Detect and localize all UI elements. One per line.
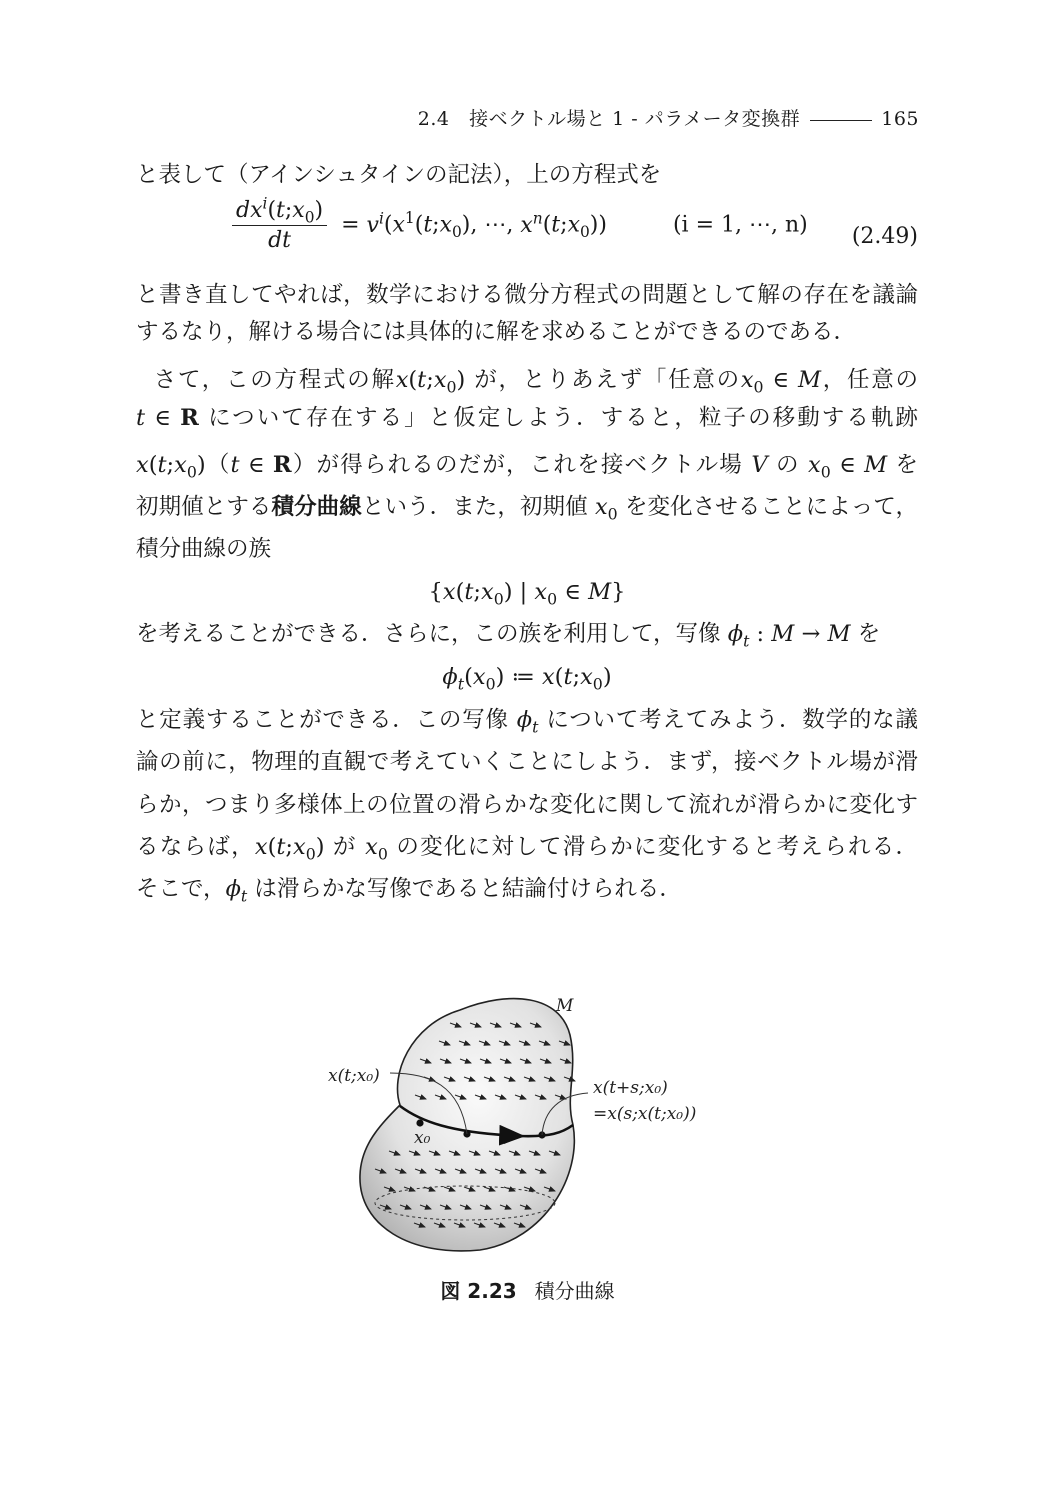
text-line-14: そこで，$\phi_t$ は滑らかな写像であると結論付けられる． (136, 876, 682, 906)
header-rule (810, 120, 872, 121)
set-expression: {$x(t;x_0)$ | $x_0$ ∈ M} (428, 579, 626, 609)
figure-integral-curve (320, 985, 740, 1269)
figure-svg (320, 985, 740, 1265)
text-line-2: と書き直してやれば，数学における微分方程式の問題として解の存在を議論 (136, 282, 918, 308)
key-term: 積分曲線 (271, 494, 362, 520)
point-x0 (416, 1119, 423, 1126)
text-line-13: るならば，$x(t;x_0)$ が $x_0$ の変化に対して滑らかに変化すると考えられる． (136, 834, 918, 864)
text-line-7: 初期値とする積分曲線という．また，初期値 $x_0$ を変化させることによって， (136, 494, 918, 524)
text-line-5: t ∈ R について存在する」と仮定しよう．すると，粒子の移動する軌跡 (136, 405, 918, 431)
equation-condition: (i = 1, ⋯, n) (672, 212, 808, 238)
text-line-11: 論の前に，物理的直観で考えていくことにしよう．まず，接ベクトル場が滑 (136, 749, 918, 775)
equation-fraction: $\frac{dx^i(t;x_0)}{dt}$ (232, 198, 327, 253)
text-line-10: と定義することができる．この写像 $\phi_t$ について考えてみよう．数学的な議 (136, 707, 918, 737)
equation-2-49: $\frac{dx^i(t;x_0)}{dt}$ = $v^i(x^1(t;x_0)$, ⋯, $x^n(t;x_0)$) (i = 1, ⋯, n) (232, 198, 808, 253)
label-x-t-plus-s: x(t+s;x₀) (593, 1078, 668, 1098)
text-line-12: らか，つまり多様体上の位置の滑らかな変化に関して流れが滑らかに変化す (136, 792, 918, 818)
text-line-8: 積分曲線の族 (136, 536, 272, 562)
text-line-4: さて，この方程式の解$x(t;x_0)$ が，とりあえず「任意の$x_0$ ∈ M，任意の (153, 367, 918, 397)
label-x-t-x0: x(t;x₀) (328, 1066, 380, 1086)
running-header (418, 104, 919, 131)
label-x0: x₀ (414, 1128, 431, 1148)
caption-text: 積分曲線 (534, 1279, 615, 1303)
text-line-1: と表して（アインシュタインの記法），上の方程式を (136, 162, 662, 188)
label-M: M (556, 996, 574, 1016)
equation-number: (2.49) (851, 224, 918, 249)
text-line-3: するなり，解ける場合には具体的に解を求めることができるのである． (136, 319, 857, 345)
text-line-6: $x(t;x_0)(t$ ∈ R）が得られるのだが，これを接ベクトル場 V の $x_0$ ∈ M を (136, 452, 919, 482)
map-definition: $\phi_t(x_0)$ ≔ $x(t;x_0)$ (442, 664, 612, 694)
section-number: 2.4 (417, 108, 450, 130)
text-line-9: を考えることができる．さらに，この族を利用して，写像 $\phi_t$ : M → M を (136, 621, 881, 651)
section-title: 接ベクトル場と 1 - パラメータ変換群 (469, 108, 801, 130)
manifold-surface (360, 999, 574, 1251)
caption-number: 図 2.23 (440, 1279, 517, 1303)
page-number: 165 (881, 108, 919, 130)
label-composition: =x(s;x(t;x₀)) (593, 1104, 697, 1124)
figure-caption (0, 1275, 1055, 1304)
